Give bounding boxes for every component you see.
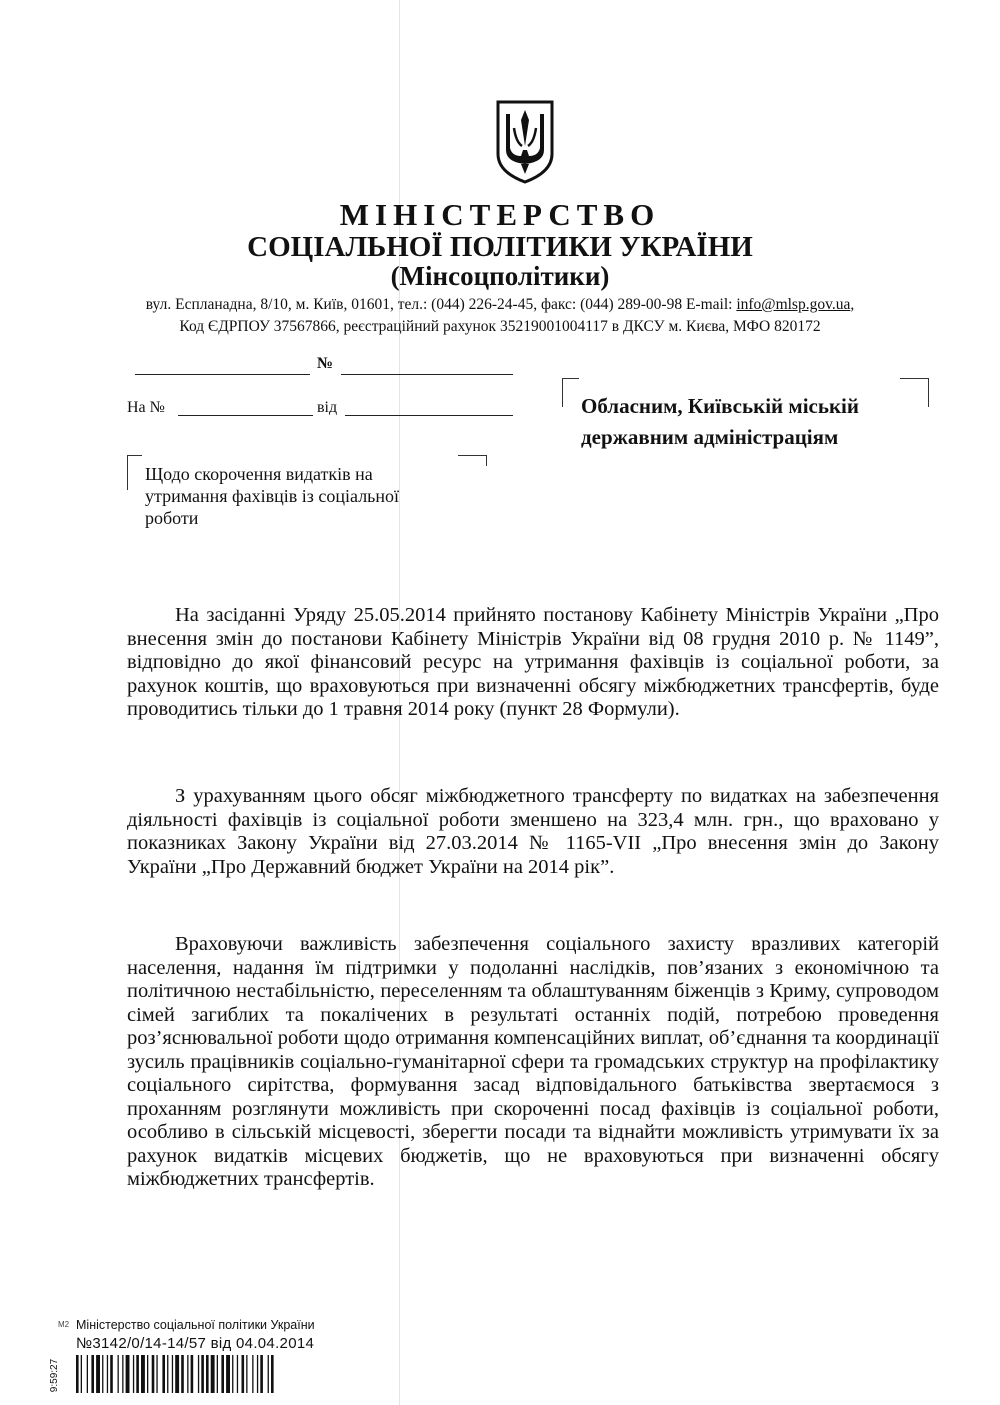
barcode-bar xyxy=(181,1355,184,1393)
on-number-label: На № xyxy=(127,399,165,416)
addressee-corner-left xyxy=(562,378,579,407)
registration-stamp xyxy=(48,1318,348,1398)
stamp-organization: Міністерство соціальної політики України xyxy=(76,1318,315,1332)
barcode-bar xyxy=(246,1355,247,1393)
addressee-corner-right xyxy=(900,378,929,407)
barcode-bar xyxy=(133,1355,134,1393)
barcode-bar xyxy=(118,1355,119,1393)
paragraph-text: На засіданні Уряду 25.05.2014 прийнято постанову Кабінету Міністрів України „Про внесення змін до постанови Кабінету Міністрів України від 08 грудня 2010 р. № 1149”, відповідно до якої фінансовий ресурс на утримання фахівців із соціальної роботи, за рахунок коштів, що враховуються при визначенні обсягу міжбюджетних трансфертів, буде проводитись тільки до 1 травня 2014 року (пункт 28 Формули). xyxy=(127,604,939,720)
barcode-bar xyxy=(172,1355,173,1393)
barcode-bar xyxy=(242,1355,245,1393)
body-paragraph-3 xyxy=(127,933,939,1192)
barcode-bar xyxy=(271,1355,274,1393)
barcode-bar xyxy=(167,1355,168,1393)
barcode-bar xyxy=(237,1355,238,1393)
barcode-bar xyxy=(221,1355,224,1393)
barcode-bar xyxy=(122,1355,123,1393)
barcode-bar xyxy=(201,1355,204,1393)
barcode-bar xyxy=(136,1355,139,1393)
barcode-bar xyxy=(268,1355,269,1393)
stamp-reg-number: №3142/0/14-14/57 від 04.04.2014 xyxy=(76,1335,315,1352)
barcode-bar xyxy=(147,1355,148,1393)
barcode-bar xyxy=(126,1355,130,1393)
incoming-number-line xyxy=(178,415,313,416)
stamp-code: М2 xyxy=(58,1320,70,1329)
barcode-bar xyxy=(211,1355,215,1393)
barcode-bar xyxy=(110,1355,113,1393)
barcode-icon xyxy=(76,1355,336,1393)
from-label: від xyxy=(317,399,338,416)
barcode-bar xyxy=(102,1355,103,1393)
barcode-bar xyxy=(260,1355,263,1393)
addressee xyxy=(581,391,859,453)
body-paragraph-1 xyxy=(127,604,939,722)
letter-subject: Щодо скорочення видатків на утримання фахівців із соціальної роботи xyxy=(145,464,400,528)
addressee-line2: державним адміністраціям xyxy=(581,425,839,449)
ministry-requisites: Код ЄДРПОУ 37567866, реєстраційний рахунок 35219001004117 в ДКСУ м. Києва, МФО 820172 xyxy=(179,318,821,335)
barcode-bar xyxy=(175,1355,179,1393)
barcode-bar xyxy=(96,1355,100,1393)
barcode-bar xyxy=(191,1355,194,1393)
ministry-title: МІНІСТЕРСТВО xyxy=(339,197,661,232)
barcode-bar xyxy=(206,1355,209,1393)
address-text: вул. Еспланадна, 8/10, м. Київ, 01601, тел.: (044) 226-24-45, факс: (044) 289-00-98 E-mail: xyxy=(145,296,737,313)
outgoing-number-line xyxy=(341,374,513,375)
outgoing-date-line xyxy=(135,374,310,375)
barcode-bar xyxy=(107,1355,108,1393)
paragraph-text: З урахуванням цього обсяг міжбюджетного трансферту по видатках на забезпечення діяльності фахівців із соціальної роботи зменшено на 323,4 млн. грн., що враховано у показниках Закону України від 27.03.2014 № 1165-VII „Про внесення змін до Закону України „Про Державний бюджет України на 2014 рік”. xyxy=(127,785,939,878)
barcode-bar xyxy=(76,1355,79,1393)
barcode-bar xyxy=(162,1355,165,1393)
barcode-bar xyxy=(91,1355,94,1393)
barcode-bar xyxy=(152,1355,155,1393)
subject-corner-right xyxy=(458,455,487,466)
barcode-bar xyxy=(252,1355,253,1393)
barcode-bar xyxy=(87,1355,88,1393)
barcode-bar xyxy=(141,1355,145,1393)
barcode-bar xyxy=(187,1355,188,1393)
barcode-bar xyxy=(81,1355,82,1393)
stamp-time: 9:59:27 xyxy=(49,1358,61,1393)
address-suffix: , xyxy=(850,296,855,313)
trident-emblem-icon xyxy=(494,98,556,184)
barcode-bar xyxy=(257,1355,258,1393)
paragraph-text: Враховуючи важливість забезпечення соціального захисту вразливих категорій населення, надання їм підтримки у подоланні наслідків, пов’язаних з економічною та політичною нестабільністю, переселенням та облаштуванням біженців з Криму, супроводом сімей загиблих та покалічених в результаті останніх подій, потребою проведення роз’яснювальної роботи щодо отримання компенсаційних виплат, об’єднання та координації зусиль працівників соціально-гуманітарної сфери та громадських структур на профілактику соціального сирітства, формування засад відповідального батьківства звертаємося з проханням розглянути можливість при скороченні посад фахівців із соціальної роботи, особливо в сільській місцевості, зберегти посади та віднайти можливість утримувати їх за рахунок видатків місцевих бюджетів, що не враховуються при визначенні обсягу міжбюджетних трансфертів. xyxy=(127,933,939,1190)
barcode-bar xyxy=(156,1355,157,1393)
ministry-short-name: (Мінсоцполітики) xyxy=(390,261,610,291)
barcode-bar xyxy=(217,1355,218,1393)
incoming-date-line xyxy=(345,415,513,416)
barcode-bar xyxy=(232,1355,233,1393)
number-label: № xyxy=(317,355,334,372)
addressee-line1: Обласним, Київській міській xyxy=(581,394,859,418)
body-paragraph-2 xyxy=(127,785,939,879)
barcode-bar xyxy=(198,1355,199,1393)
ministry-address xyxy=(0,296,1000,314)
ministry-subtitle: СОЦІАЛЬНОЇ ПОЛІТИКИ УКРАЇНИ xyxy=(247,231,753,263)
email-link[interactable]: info@mlsp.gov.ua xyxy=(736,296,851,313)
barcode-bar xyxy=(226,1355,230,1393)
subject-corner-left xyxy=(127,455,142,490)
